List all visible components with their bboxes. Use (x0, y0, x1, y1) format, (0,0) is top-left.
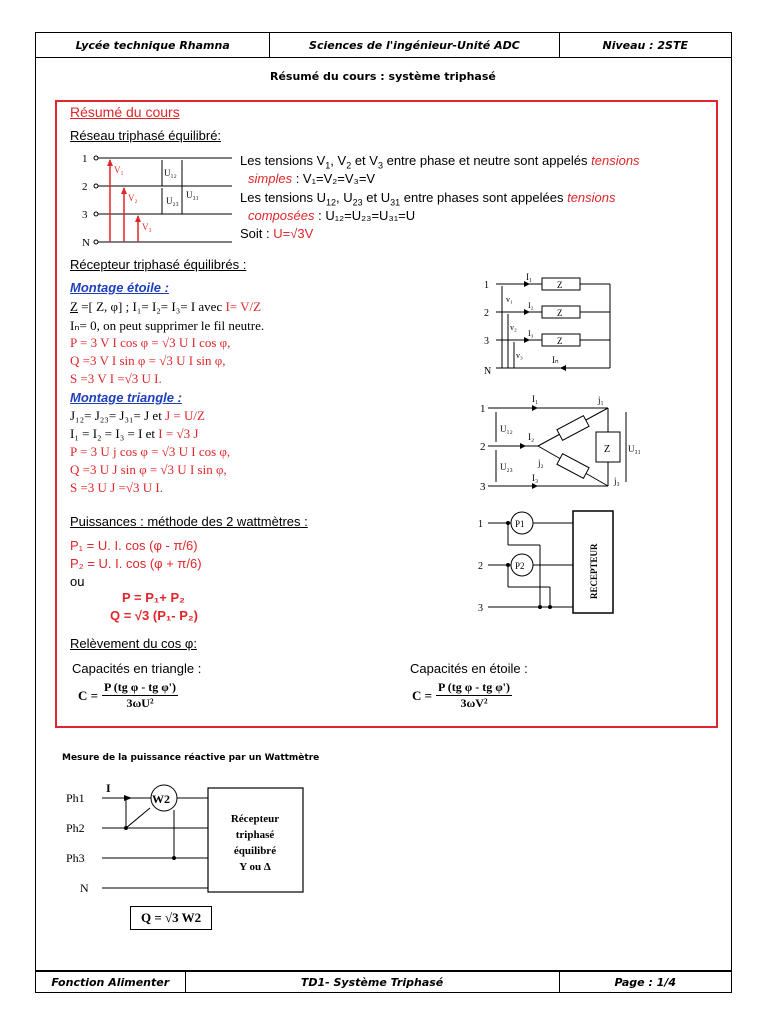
powers-heading: Puissances : méthode des 2 wattmètres : (70, 514, 308, 529)
star-heading: Montage étoile : (70, 280, 169, 295)
delta-i2: I₂ (528, 432, 535, 442)
star-line-3: P = 3 V I cos φ = √3 U I cos φ, (70, 335, 231, 350)
watt-p1: P1 (515, 519, 525, 529)
delta-i3: I₃ (532, 473, 539, 483)
watt-l2: 2 (478, 561, 483, 572)
star-l2: 2 (484, 308, 489, 319)
reactive-ph1: Ph1 (66, 791, 85, 805)
delta-line-3: P = 3 U j cos φ = √3 U I cos φ, (70, 444, 231, 459)
wattmeter-diagram (478, 505, 638, 617)
delta-line-2: I₁ = I₂ = I₃ = I et I = √3 J (70, 426, 199, 441)
star-v2: v₂ (510, 323, 517, 332)
star-i2: I₂ (528, 301, 534, 310)
star-l1: 1 (484, 280, 489, 291)
cap-star-formula: C = $\frac{\text{P (tg φ - tg φ')}}{\text{3ωV²}}$ (412, 680, 511, 710)
delta-line-4: Q =3 U J sin φ = √3 U I sin φ, (70, 462, 227, 477)
net-v3: V₃ (142, 222, 152, 232)
powers-p: P = P₁+ P₂ (122, 590, 185, 605)
network-heading: Réseau triphasé équilibré: (70, 128, 222, 143)
network-line-5: Soit : U=√3V (240, 226, 314, 241)
star-line-2: Iₙ= 0, on peut supprimer le fil neutre. (70, 318, 265, 333)
reactive-formula: Q = √3 W2 (130, 906, 212, 930)
delta-l2: 2 (480, 441, 486, 453)
watt-l3: 3 (478, 603, 483, 614)
delta-i1: I₁ (532, 394, 539, 404)
footer-function: Fonction Alimenter (36, 972, 186, 992)
reactive-heading: Mesure de la puissance réactive par un Wattmètre (62, 753, 320, 763)
page-footer (35, 971, 732, 993)
reactive-ph3: Ph3 (66, 851, 85, 865)
star-z2: Z (557, 308, 563, 318)
subject-title: Sciences de l'ingénieur-Unité ADC (270, 33, 559, 57)
page-header (35, 32, 732, 58)
footer-td: TD1- Système Triphasé (186, 972, 560, 992)
star-v3: v₃ (516, 351, 523, 360)
net-label-3: 3 (82, 209, 88, 221)
delta-j3: j₃ (614, 476, 620, 486)
delta-u12: U₁₂ (500, 424, 513, 434)
cap-triangle-formula: C = $\frac{\text{P (tg φ - tg φ')}}{\text{3ωU²}}$ (78, 680, 177, 710)
net-u31: U₃₁ (186, 190, 199, 200)
delta-line-5: S =3 U J =√3 U I. (70, 480, 163, 495)
powers-or: ou (70, 574, 85, 589)
net-u12: U₁₂ (164, 168, 177, 178)
net-u23: U₂₃ (166, 196, 179, 206)
star-z3: Z (557, 336, 563, 346)
star-line-4: Q =3 V I sin φ = √3 U I sin φ, (70, 353, 226, 368)
cap-triangle-label: Capacités en triangle : (72, 661, 202, 676)
star-diagram (480, 272, 630, 380)
network-line-3: Les tensions $U_{12}$, $U_{23}$ et $U_{31}$ entre phases sont appelées tensions (240, 190, 616, 208)
footer-page: Page : 1/4 (614, 975, 676, 989)
star-z1: Z (557, 280, 563, 290)
cap-star-label: Capacités en étoile : (410, 661, 528, 676)
delta-line-1: J₁₂= J₂₃= J₃₁= J et J = U/Z (70, 408, 205, 423)
net-label-1: 1 (82, 153, 88, 165)
watt-receiver: RECEPTEUR (589, 543, 599, 599)
network-line-4: composées : U₁₂=U₂₃=U₃₁=U (248, 208, 416, 223)
cos-heading: Relèvement du cos φ: (70, 636, 197, 651)
net-v2: V₂ (128, 193, 138, 203)
powers-q: Q = √3 (P₁- P₂) (110, 608, 198, 623)
star-i3: I₃ (528, 329, 534, 338)
network-line-1: Les tensions $V_1$, $V_2$ et $V_3$ entre phase et neutre sont appelés tensions (240, 153, 640, 171)
net-v1: V₁ (114, 165, 124, 175)
watt-l1: 1 (478, 519, 483, 530)
star-line-5: S =3 V I =√3 U I. (70, 371, 162, 386)
reactive-recv-3: équilibré (233, 845, 277, 857)
receiver-heading: Récepteur triphasé équilibrés : (70, 257, 247, 272)
delta-heading: Montage triangle : (70, 390, 182, 405)
network-line-2: simples : V₁=V₂=V₃=V (248, 171, 376, 186)
star-line-1: Z =[ Z, φ] ; I₁= I₂= I₃= I avec I= V/Z (70, 299, 262, 314)
delta-diagram (478, 390, 641, 496)
reactive-recv-2: triphasé (235, 829, 275, 841)
delta-u23: U₂₃ (500, 462, 513, 472)
reactive-ph2: Ph2 (66, 821, 85, 835)
reactive-recv-1: Récepteur (230, 813, 280, 825)
delta-u31: U₃₁ (628, 444, 641, 454)
powers-p1: P₁ = U. I. cos (φ - π/6) (70, 538, 198, 553)
star-l3: 3 (484, 336, 489, 347)
net-label-2: 2 (82, 181, 88, 193)
network-diagram (82, 148, 232, 248)
reactive-recv-4: Y ou Δ (239, 861, 271, 873)
star-v1: v₁ (506, 295, 513, 304)
reactive-w2: W2 (152, 792, 170, 806)
level-label: Niveau : 2STE (602, 38, 688, 52)
reactive-i: I (106, 781, 111, 795)
delta-l1: 1 (480, 403, 486, 415)
delta-j2: j₂ (538, 458, 544, 468)
school-name: Lycée technique Rhamna (36, 33, 270, 57)
summary-heading: Résumé du cours (70, 104, 180, 120)
doc-title: Résumé du cours : système triphasé (270, 70, 496, 83)
reactive-diagram (66, 778, 346, 908)
delta-l3: 3 (480, 481, 486, 493)
net-label-n: N (82, 237, 90, 249)
star-n: N (484, 366, 492, 377)
star-i1: I₁ (526, 272, 533, 282)
watt-p2: P2 (515, 561, 525, 571)
star-in: Iₙ (552, 355, 559, 365)
reactive-n: N (80, 881, 89, 895)
powers-p2: P₂ = U. I. cos (φ + π/6) (70, 556, 202, 571)
delta-z: Z (604, 444, 611, 455)
delta-j1: j₁ (598, 395, 604, 405)
